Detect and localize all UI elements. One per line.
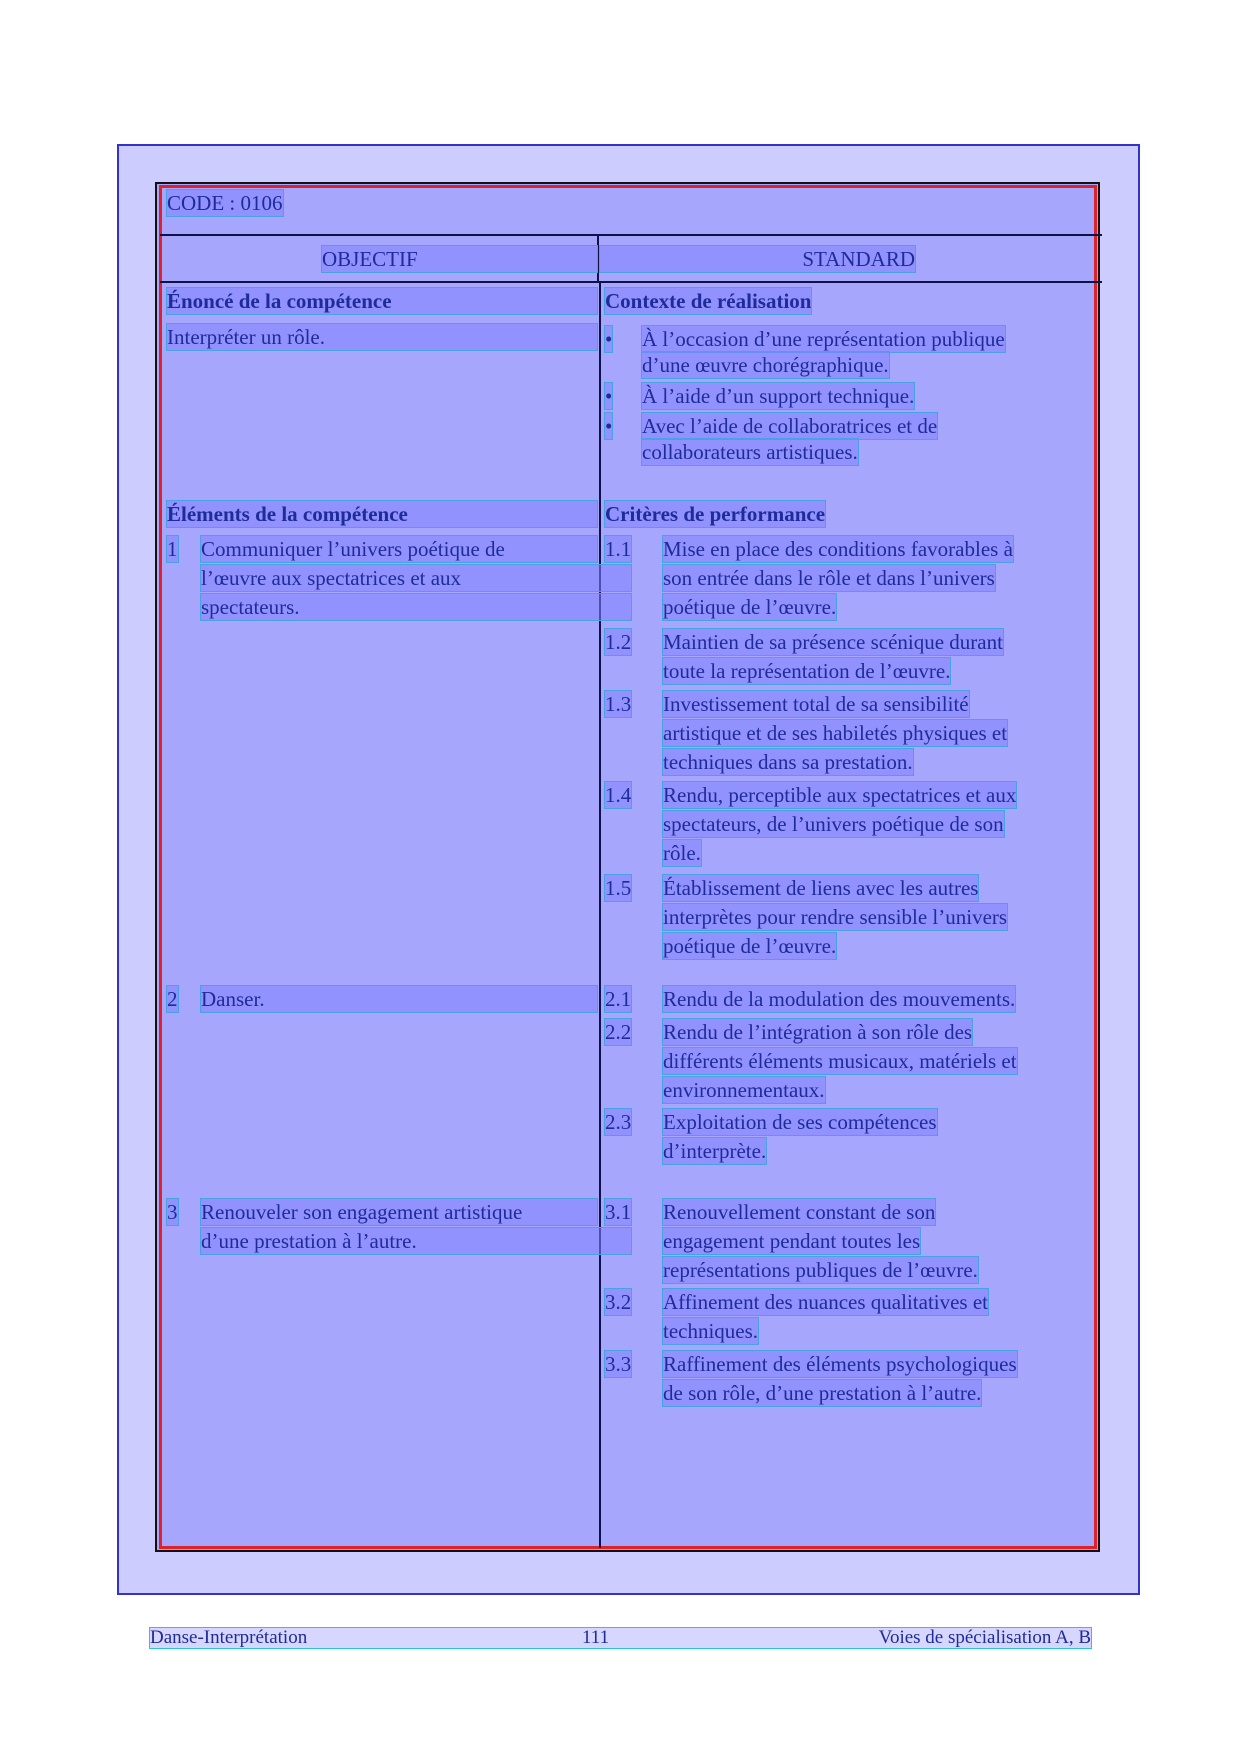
element-line: Danser. bbox=[201, 986, 597, 1012]
critere-line: interprètes pour rendre sensible l’univers bbox=[663, 905, 1008, 929]
critere-number: 1.2 bbox=[605, 630, 632, 654]
critere-number: 3.3 bbox=[605, 1352, 632, 1376]
contexte-bullet-line: collaborateurs artistiques. bbox=[642, 440, 858, 464]
bullet-icon: • bbox=[605, 414, 613, 438]
critere-line: Maintien de sa présence scénique durant bbox=[663, 630, 1003, 654]
critere-line: d’interprète. bbox=[663, 1139, 767, 1163]
critere-line: Rendu, perceptible aux spectatrices et aux bbox=[663, 783, 1017, 807]
critere-line: Exploitation de ses compétences bbox=[663, 1110, 937, 1134]
critere-number: 1.1 bbox=[605, 537, 632, 561]
critere-number: 1.5 bbox=[605, 876, 632, 900]
critere-number: 1.3 bbox=[605, 692, 632, 716]
critere-line: toute la représentation de l’œuvre. bbox=[663, 659, 951, 683]
competency-table bbox=[155, 182, 1100, 1552]
critere-number: 1.4 bbox=[605, 783, 632, 807]
code-row-divider bbox=[160, 234, 1102, 236]
critere-number: 2.3 bbox=[605, 1110, 632, 1134]
critere-line: Raffinement des éléments psychologiques bbox=[663, 1352, 1017, 1376]
element-number: 2 bbox=[167, 987, 178, 1011]
footer-specialization: Voies de spécialisation A, B bbox=[878, 1627, 1091, 1648]
element-line: d’une prestation à l’autre. bbox=[201, 1228, 631, 1254]
critere-line: Mise en place des conditions favorables à bbox=[663, 537, 1013, 561]
element-line: spectateurs. bbox=[201, 594, 631, 620]
enonce-heading: Énoncé de la compétence bbox=[167, 288, 597, 314]
enonce-text: Interpréter un rôle. bbox=[167, 324, 597, 350]
critere-number: 2.2 bbox=[605, 1020, 632, 1044]
critere-line: représentations publiques de l’œuvre. bbox=[663, 1258, 978, 1282]
critere-line: techniques. bbox=[663, 1319, 759, 1343]
contexte-bullet-line: Avec l’aide de collaboratrices et de bbox=[642, 414, 938, 438]
contexte-heading: Contexte de réalisation bbox=[605, 289, 812, 313]
critere-line: Renouvellement constant de son bbox=[663, 1200, 936, 1224]
critere-line: Rendu de l’intégration à son rôle des bbox=[663, 1020, 973, 1044]
critere-line: artistique et de ses habiletés physiques et bbox=[663, 721, 1008, 745]
bullet-icon: • bbox=[605, 384, 613, 408]
critere-line: de son rôle, d’une prestation à l’autre. bbox=[663, 1381, 982, 1405]
critere-line: Rendu de la modulation des mouvements. bbox=[663, 987, 1016, 1011]
critere-line: Affinement des nuances qualitatives et bbox=[663, 1290, 989, 1314]
footer-program: Danse-Interprétation bbox=[150, 1627, 308, 1648]
critere-number: 3.1 bbox=[605, 1200, 632, 1224]
page-footer bbox=[150, 1628, 1091, 1648]
critere-line: son entrée dans le rôle et dans l’univers bbox=[663, 566, 995, 590]
critere-line: spectateurs, de l’univers poétique de son bbox=[663, 812, 1004, 836]
critere-number: 2.1 bbox=[605, 987, 632, 1011]
element-number: 1 bbox=[167, 537, 178, 561]
critere-line: engagement pendant toutes les bbox=[663, 1229, 921, 1253]
element-line: Renouveler son engagement artistique bbox=[201, 1199, 597, 1225]
contexte-bullet-line: À l’aide d’un support technique. bbox=[642, 384, 915, 408]
bullet-icon: • bbox=[605, 327, 613, 351]
footer-page-number: 111 bbox=[582, 1627, 610, 1648]
critere-line: environnementaux. bbox=[663, 1078, 825, 1102]
header-row-divider bbox=[160, 281, 1102, 283]
critere-line: Investissement total de sa sensibilité bbox=[663, 692, 969, 716]
elements-heading: Éléments de la compétence bbox=[167, 501, 597, 527]
contexte-bullet-line: d’une œuvre chorégraphique. bbox=[642, 353, 889, 377]
objective-header: OBJECTIF bbox=[322, 246, 597, 272]
column-divider bbox=[599, 282, 601, 1548]
code-label: CODE : 0106 bbox=[167, 191, 283, 215]
column-divider-top bbox=[597, 236, 599, 282]
element-line: l’œuvre aux spectatrices et aux bbox=[201, 565, 631, 591]
standard-header: STANDARD bbox=[600, 246, 915, 272]
element-line: Communiquer l’univers poétique de bbox=[201, 536, 597, 562]
element-number: 3 bbox=[167, 1200, 178, 1224]
critere-line: différents éléments musicaux, matériels et bbox=[663, 1049, 1017, 1073]
critere-number: 3.2 bbox=[605, 1290, 632, 1314]
critere-line: poétique de l’œuvre. bbox=[663, 934, 837, 958]
critere-line: poétique de l’œuvre. bbox=[663, 595, 837, 619]
criteres-heading: Critères de performance bbox=[605, 502, 826, 526]
critere-line: techniques dans sa prestation. bbox=[663, 750, 913, 774]
critere-line: rôle. bbox=[663, 841, 701, 865]
contexte-bullet-line: À l’occasion d’une représentation publique bbox=[642, 327, 1005, 351]
critere-line: Établissement de liens avec les autres bbox=[663, 876, 979, 900]
